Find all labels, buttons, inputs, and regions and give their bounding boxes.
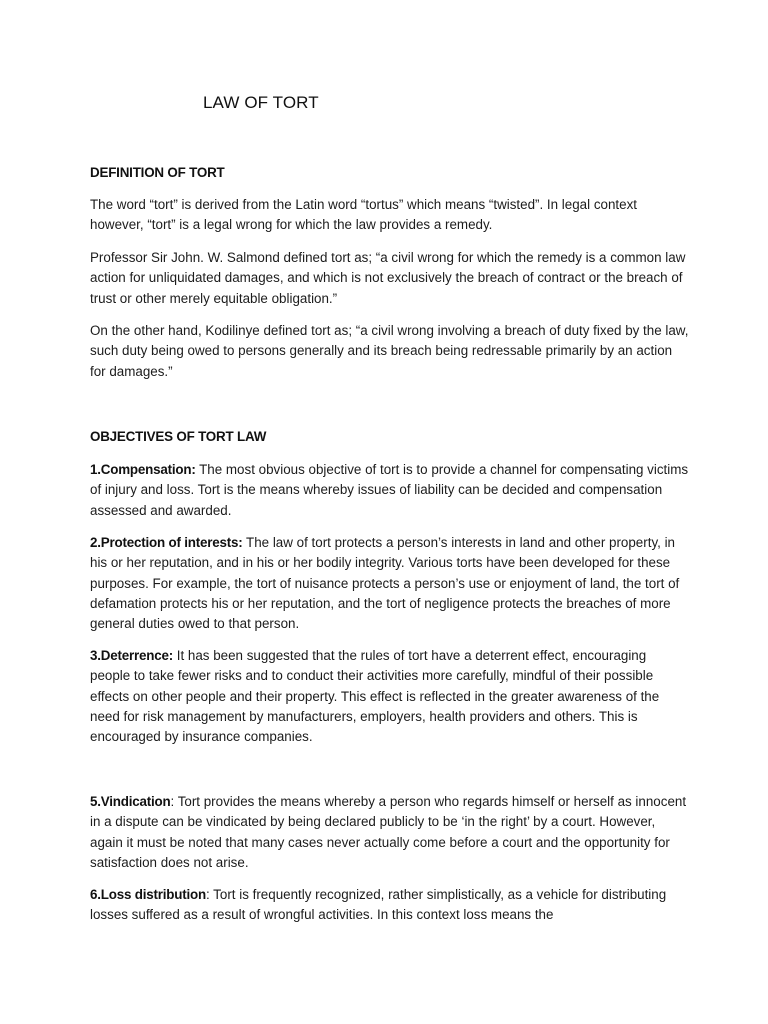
- objective-vindication: [90, 792, 690, 873]
- objective-text: The law of tort protects a person’s interests in land and other property, in his or her reputation, and in his or her bodily integrity. Various torts have been developed for these purposes. For example, the tort of nuisance protects a person’s use or enjoyment of land, the tort of defamation protects his or her reputation, and the tort of negligence protects the breaches of more general duties owed to that person.: [90, 535, 680, 632]
- objectives-heading: OBJECTIVES OF TORT LAW: [90, 429, 267, 444]
- objective-label: 3.Deterrence:: [90, 648, 173, 663]
- objective-text: It has been suggested that the rules of tort have a deterrent effect, encouraging people to take fewer risks and to conduct their activities more carefully, mindful of their possible effects on other people and their property. This effect is reflected in the greater awareness of the need for risk management by manufacturers, employers, health providers and others. This is encouraged by insurance companies.: [90, 648, 660, 745]
- objective-label: 6.Loss distribution: [90, 887, 206, 902]
- objective-deterrence: [90, 646, 690, 747]
- objective-loss-distribution: [90, 885, 690, 926]
- objective-text: The most obvious objective of tort is to provide a channel for compensating victims of injury and loss. Tort is the means whereby issues of liability can be decided and compensation assessed and awarded.: [90, 462, 689, 518]
- definition-paragraph: On the other hand, Kodilinye defined tort as; “a civil wrong involving a breach of duty fixed by the law, such duty being owed to persons generally and its breach being redressable primarily by an action for damages.”: [90, 323, 689, 379]
- definition-paragraph: The word “tort” is derived from the Latin word “tortus” which means “twisted”. In legal context however, “tort” is a legal wrong for which the law provides a remedy.: [90, 197, 637, 233]
- objective-label: 1.Compensation:: [90, 462, 196, 477]
- objective-label: 5.Vindication: [90, 794, 171, 809]
- objective-text: : Tort provides the means whereby a person who regards himself or herself as innocent in a dispute can be vindicated by being declared publicly to be ‘in the right’ by a court. However, again it must be noted that many cases never actually come before a court and the opportunity for satisfaction does not arise.: [90, 794, 687, 870]
- objective-text: : Tort is frequently recognized, rather simplistically, as a vehicle for distributing losses suffered as a result of wrongful activities. In this context loss means the: [90, 887, 667, 923]
- objective-protection-of-interests: [90, 533, 690, 634]
- document-title: LAW OF TORT: [203, 93, 319, 112]
- objective-compensation: [90, 460, 690, 521]
- definition-paragraph: Professor Sir John. W. Salmond defined tort as; “a civil wrong for which the remedy is a common law action for unliquidated damages, and which is not exclusively the breach of contract or the breach of trust or other merely equitable obligation.”: [90, 250, 686, 306]
- definition-heading: DEFINITION OF TORT: [90, 165, 225, 180]
- objective-label: 2.Protection of interests:: [90, 535, 243, 550]
